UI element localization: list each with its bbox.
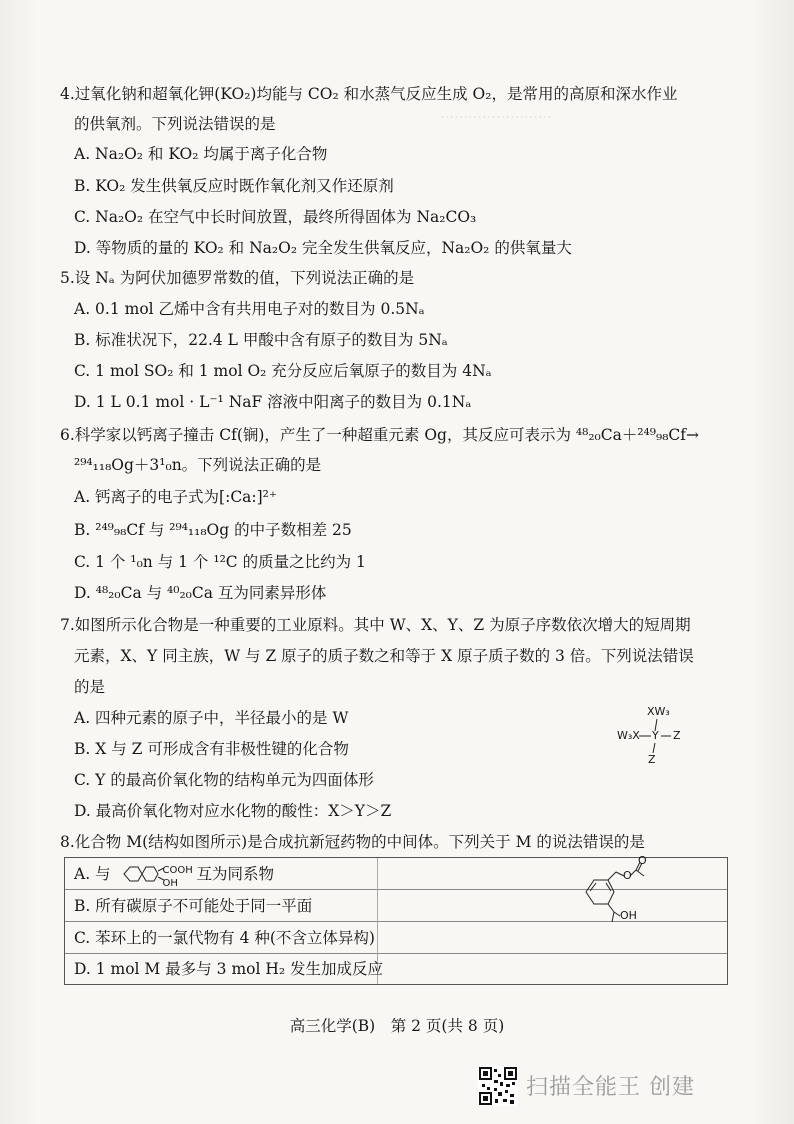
q4-option-a: A. Na₂O₂ 和 KO₂ 均属于离子化合物 bbox=[74, 145, 328, 163]
q8-option-a-prefix: A. 与 bbox=[74, 865, 111, 883]
molecule-m-carbonyl-o: O bbox=[638, 854, 647, 867]
q5-option-a: A. 0.1 mol 乙烯中含有共用电子对的数目为 0.5Nₐ bbox=[74, 300, 425, 318]
q4-stem-line2: 的供氧剂。下列说法错误的是 bbox=[74, 115, 276, 133]
q7-struct-bottom: Z bbox=[648, 753, 656, 766]
q6-option-a: A. 钙离子的电子式为[:Ca:]²⁺ bbox=[74, 488, 278, 506]
q8-option-a-suffix: 互为同系物 bbox=[196, 865, 274, 883]
q5-option-d: D. 1 L 0.1 mol · L⁻¹ NaF 溶液中阳离子的数目为 0.1Nₐ bbox=[74, 393, 472, 411]
q7-struct-top: XW₃ bbox=[647, 705, 670, 718]
q4-stem-line1: 4.过氧化钠和超氧化钾(KO₂)均能与 CO₂ 和水蒸气反应生成 O₂，是常用的高原和深水作业 bbox=[60, 85, 678, 103]
q8-option-c: C. 苯环上的一氯代物有 4 种(不含立体异构) bbox=[74, 929, 375, 947]
q8-option-a-structure bbox=[116, 865, 193, 889]
q6-stem-line2: ²⁹⁴₁₁₈Og＋3¹₀n。下列说法正确的是 bbox=[74, 456, 322, 474]
q7-stem-line1: 7.如图所示化合物是一种重要的工业原料。其中 W、X、Y、Z 为原子序数依次增大的短周期 bbox=[60, 616, 691, 634]
page-footer: 高三化学(B) 第 2 页(共 8 页) bbox=[289, 1017, 505, 1035]
molecule-m-ether-o: O bbox=[623, 869, 632, 882]
q8-a-oh: OH bbox=[162, 878, 178, 889]
q6-stem-line1: 6.科学家以钙离子撞击 Cf(锎)，产生了一种超重元素 Og，其反应可表示为 ⁴⁸₂₀Ca＋²⁴⁹₉₈Cf→ bbox=[60, 426, 699, 444]
scanner-watermark: 扫描全能王 创建 bbox=[526, 1075, 695, 1100]
q6-option-b: B. ²⁴⁹₉₈Cf 与 ²⁹⁴₁₁₈Og 的中子数相差 25 bbox=[74, 521, 352, 539]
q7-stem-line2: 元素，X、Y 同主族，W 与 Z 原子的质子数之和等于 X 原子质子数的 3 倍。下列说法错误 bbox=[74, 647, 694, 665]
q7-option-c: C. Y 的最高价氧化物的结构单元为四面体形 bbox=[74, 771, 374, 789]
q5-option-c: C. 1 mol SO₂ 和 1 mol O₂ 充分反应后氧原子的数目为 4Nₐ bbox=[74, 362, 492, 380]
q6-option-c: C. 1 个 ¹₀n 与 1 个 ¹²C 的质量之比约为 1 bbox=[74, 553, 366, 571]
q8-molecule-m bbox=[578, 854, 678, 932]
q5-stem: 5.设 Nₐ 为阿伏加德罗常数的值，下列说法正确的是 bbox=[60, 269, 415, 287]
q4-option-c: C. Na₂O₂ 在空气中长时间放置，最终所得固体为 Na₂CO₃ bbox=[74, 208, 477, 226]
q7-struct-left: W₃X bbox=[617, 729, 640, 742]
q7-struct-right: Z bbox=[673, 729, 681, 742]
bleed-through-text: …………………… bbox=[440, 106, 552, 122]
q7-stem-line3: 的是 bbox=[74, 678, 106, 696]
q8-stem: 8.化合物 M(结构如图所示)是合成抗新冠药物的中间体。下列关于 M 的说法错误的是 bbox=[60, 833, 645, 851]
q7-option-b: B. X 与 Z 可形成含有非极性键的化合物 bbox=[74, 740, 349, 758]
q7-structure-diagram bbox=[615, 703, 695, 767]
q4-option-b: B. KO₂ 发生供氧反应时既作氧化剂又作还原剂 bbox=[74, 177, 394, 195]
q7-struct-center: Y bbox=[652, 729, 659, 742]
q5-option-b: B. 标准状况下，22.4 L 甲酸中含有原子的数目为 5Nₐ bbox=[74, 331, 448, 349]
q4-option-d: D. 等物质的量的 KO₂ 和 Na₂O₂ 完全发生供氧反应，Na₂O₂ 的供氧量大 bbox=[74, 239, 572, 257]
q8-option-d: D. 1 mol M 最多与 3 mol H₂ 发生加成反应 bbox=[74, 960, 384, 978]
q7-option-a: A. 四种元素的原子中，半径最小的是 W bbox=[74, 709, 349, 727]
qr-code-icon bbox=[478, 1066, 518, 1106]
q8-option-a bbox=[74, 864, 274, 889]
q7-option-d: D. 最高价氧化物对应水化物的酸性：X＞Y＞Z bbox=[74, 802, 392, 820]
molecule-m-oh: OH bbox=[620, 909, 637, 922]
q6-option-d: D. ⁴⁸₂₀Ca 与 ⁴⁰₂₀Ca 互为同素异形体 bbox=[74, 584, 327, 602]
q8-option-b: B. 所有碳原子不可能处于同一平面 bbox=[74, 897, 313, 915]
q8-a-cooh: COOH bbox=[162, 865, 193, 876]
